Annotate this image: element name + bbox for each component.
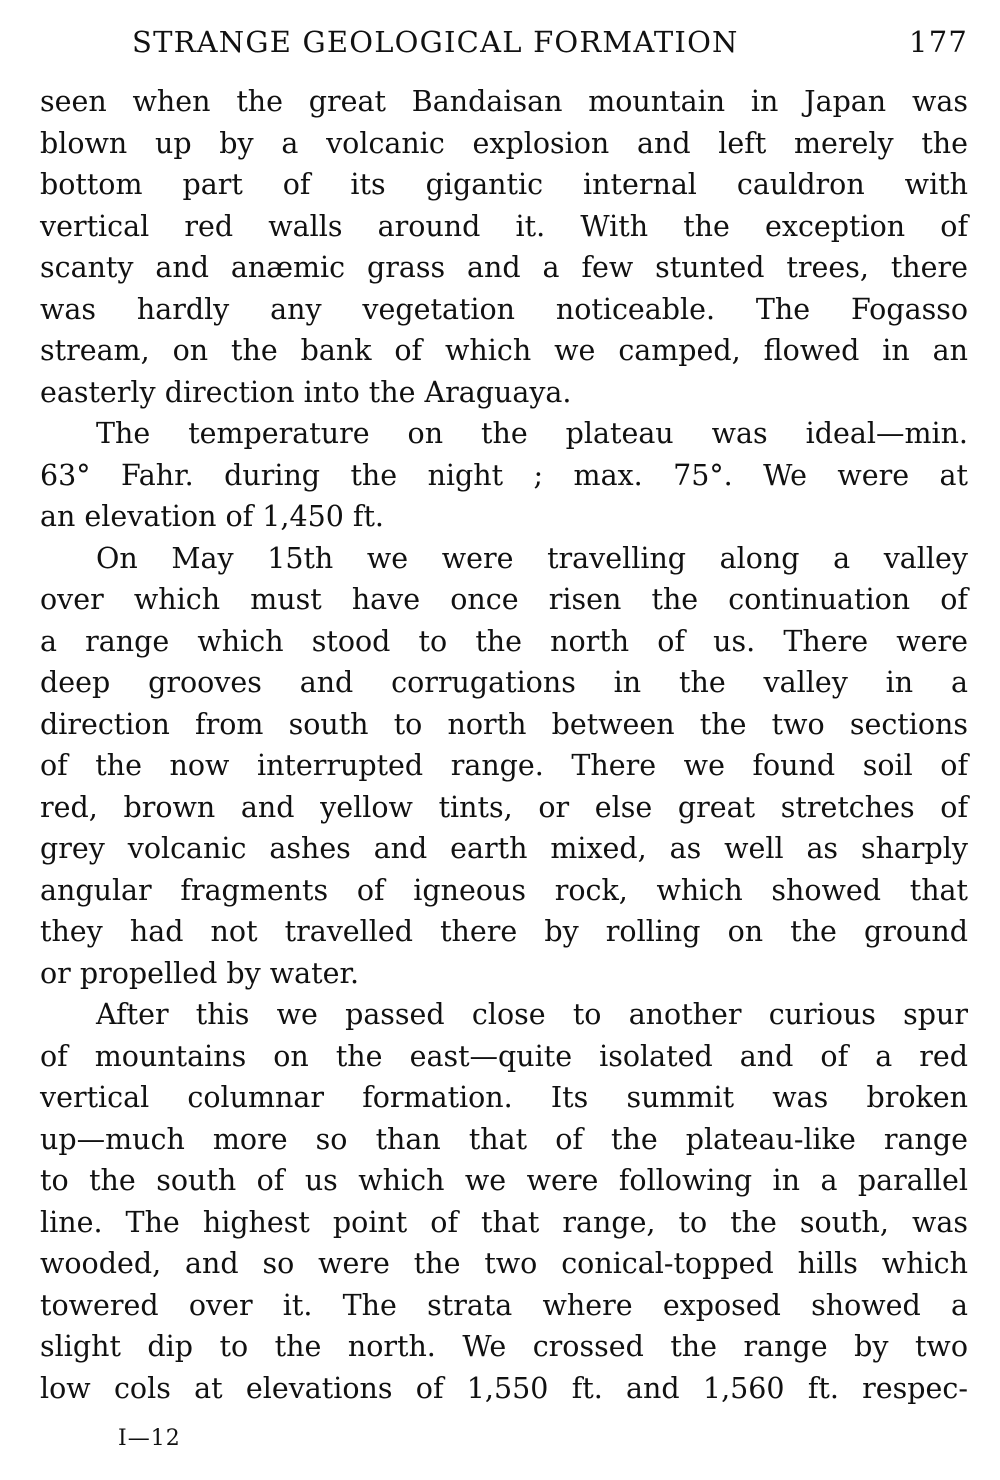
text-line: a range which stood to the north of us. There were bbox=[40, 624, 968, 658]
text-line: bottom part of its gigantic internal cauldron with bbox=[40, 168, 968, 201]
text-line: over which must have once risen the continuation of bbox=[40, 583, 968, 616]
text-line: easterly direction into the Araguaya. bbox=[40, 375, 572, 409]
text-line: slight dip to the north. We crossed the range by two bbox=[40, 1330, 968, 1363]
text-line: vertical red walls around it. With the exception of bbox=[40, 209, 968, 243]
text-line: direction from south to north between the two sections bbox=[40, 707, 968, 741]
text-line: After this we passed close to another curious spur bbox=[96, 998, 968, 1031]
text-line: of the now interrupted range. There we found soil of bbox=[40, 749, 968, 782]
text-line: or propelled by water. bbox=[40, 956, 360, 990]
text-line: The temperature on the plateau was ideal—min. bbox=[96, 417, 968, 450]
text-line: an elevation of 1,450 ft. bbox=[40, 500, 384, 533]
text-line: of mountains on the east—quite isolated and of a red bbox=[40, 1039, 968, 1073]
text-line: angular fragments of igneous rock, which showed that bbox=[40, 873, 968, 907]
text-line: 63° Fahr. during the night ; max. 75°. We were at bbox=[40, 458, 968, 492]
text-line: stream, on the bank of which we camped, flowed in an bbox=[40, 334, 968, 367]
text-line: up—much more so than that of the plateau-like range bbox=[40, 1122, 968, 1156]
text-line: vertical columnar formation. Its summit was broken bbox=[40, 1081, 968, 1114]
text-line: deep grooves and corrugations in the valley in a bbox=[40, 666, 968, 699]
text-line: scanty and anæmic grass and a few stunted trees, there bbox=[40, 251, 968, 284]
text-line: blown up by a volcanic explosion and left merely the bbox=[40, 126, 968, 160]
text-line: they had not travelled there by rolling on the ground bbox=[40, 915, 968, 948]
signature-mark: I—12 bbox=[118, 1426, 181, 1451]
text-line: low cols at elevations of 1,550 ft. and 1,560 ft. respec- bbox=[40, 1371, 968, 1405]
text-line: seen when the great Bandaisan mountain in Japan was bbox=[40, 85, 968, 118]
running-head bbox=[40, 22, 968, 62]
text-line: was hardly any vegetation noticeable. The Fogasso bbox=[40, 292, 968, 326]
text-line: red, brown and yellow tints, or else great stretches of bbox=[40, 790, 968, 824]
text-line: On May 15th we were travelling along a valley bbox=[96, 541, 968, 575]
text-line: to the south of us which we were following in a parallel bbox=[40, 1164, 968, 1197]
text-line: grey volcanic ashes and earth mixed, as well as sharply bbox=[40, 832, 968, 865]
text-line: towered over it. The strata where exposed showed a bbox=[40, 1288, 968, 1322]
text-line: wooded, and so were the two conical-topped hills which bbox=[40, 1247, 968, 1280]
running-title: STRANGE GEOLOGICAL FORMATION bbox=[132, 25, 739, 59]
page-number: 177 bbox=[909, 25, 968, 59]
body-text bbox=[40, 81, 968, 1409]
text-line: line. The highest point of that range, to the south, was bbox=[40, 1205, 968, 1239]
